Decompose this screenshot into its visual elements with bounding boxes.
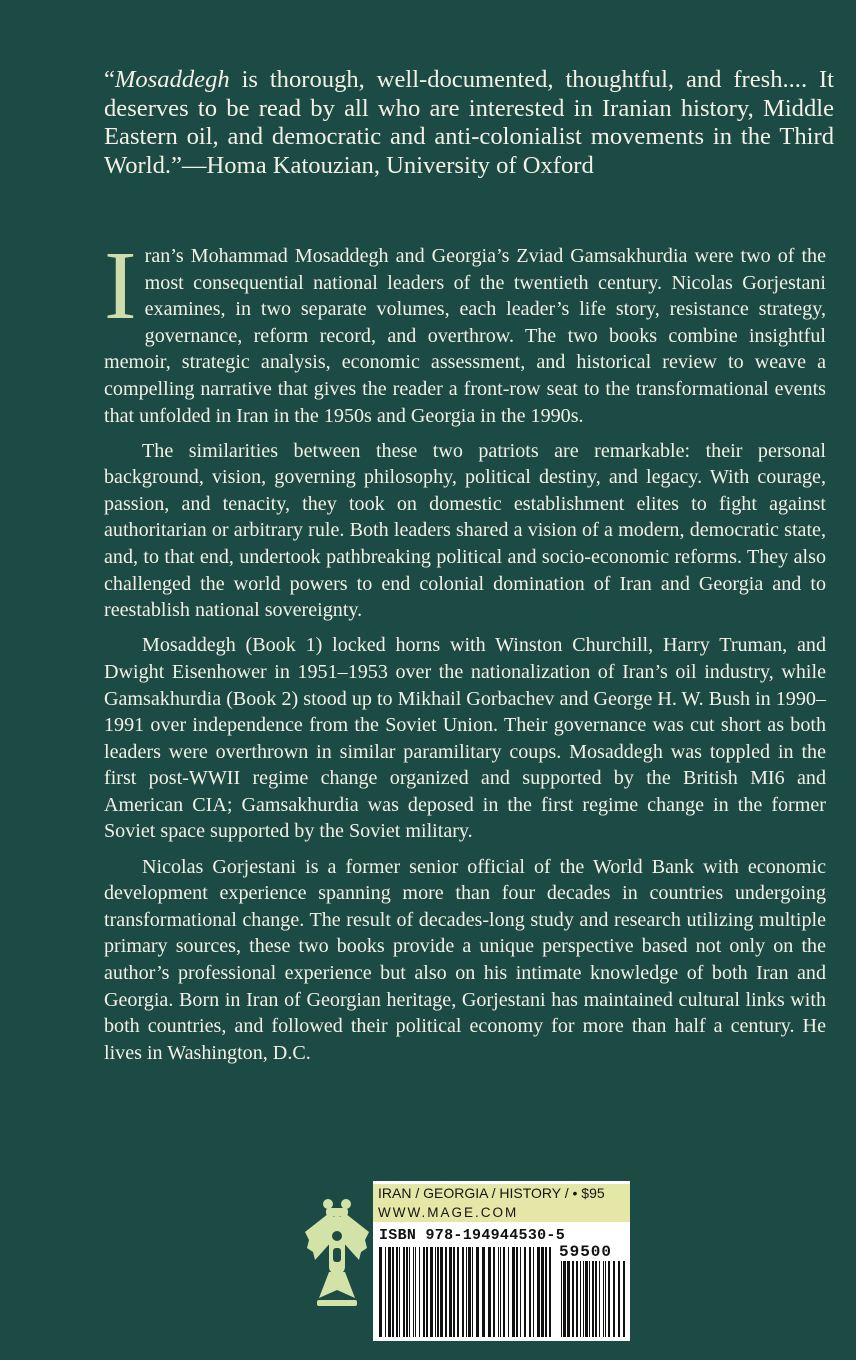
description <box>104 232 826 1075</box>
quote-text: is thorough, well-documented, thoughtful, and fresh.... It deserves to be read by all who are interested in Iranian history, Middle Eastern oil, and democratic and anti-colonialist movements in the Third World.”—Homa Katouzian, University of Oxford <box>104 66 834 179</box>
review-quote <box>104 66 834 180</box>
price-code: 59500 <box>559 1243 613 1261</box>
isbn-barcode <box>379 1247 551 1337</box>
quote-book-title: Mosaddegh <box>114 66 230 93</box>
paragraph-3: Mosaddegh (Book 1) locked horns with Winston Churchill, Harry Truman, and Dwight Eisenhower in 1951–1953 over the nationalization of Iran’s oil industry, while Gamsakhurdia (Book 2) stood up to Mikhail Gorbachev and George H. W. Bush in 1990–1991 over independence from the Soviet Union. Their governance was cut short as both leaders were overthrown in similar paramilitary coups. Mosaddegh was toppled in the first post-WWII regime change organized and supported by the British MI6 and American CIA; Gamsakhurdia was deposed in the first regime change in the former Soviet space supported by the Soviet military. <box>104 634 826 843</box>
isbn-number: ISBN 978-194944530-5 <box>379 1227 566 1244</box>
paragraph-2: The similarities between these two patriots are remarkable: their personal background, vision, governing philosophy, political destiny, and legacy. With courage, passion, and tenacity, they took on domestic establishment elites to fight against authoritarian or arbitrary rule. Both leaders shared a vision of a modern, democratic state, and, to that end, undertook pathbreaking political and socio-economic reforms. They also challenged the world powers to end colonial domination of Iran and Georgia and to reestablish national sovereignty. <box>104 439 826 622</box>
quote-open-mark: “ <box>104 66 115 93</box>
double-headed-eagle-icon <box>303 1196 371 1310</box>
price-barcode <box>561 1261 625 1337</box>
paragraph-4: Nicolas Gorjestani is a former senior official of the World Bank with economic development experience spanning more than four decades in countries undergoing transformational change. The result of decades-long study and research utilizing multiple primary sources, these two books provide a unique perspective based not only on the author’s professional experience but also on his intimate knowledge of both Iran and Georgia. Born in Iran of Georgian heritage, Gorjestani has maintained cultural links with both countries, and followed their political economy for more than half a century. He lives in Washington, D.C. <box>104 855 826 1064</box>
paragraph-1 <box>104 232 826 429</box>
paragraph-1-text: ran’s Mohammad Mosaddegh and Georgia’s Zviad Gamsakhurdia were two of the most consequential national leaders of the twentieth century. Nicolas Gorjestani examines, in two separate volumes, each leader’s life story, resistance strategy, governance, reform record, and overthrow. The two books combine insightful memoir, strategic analysis, economic assessment, and historical review to weave a compelling narrative that gives the reader a front-row seat to the transformational events that unfolded in Iran in the 1950s and Georgia in the 1990s. <box>104 245 826 427</box>
barcode-label <box>373 1181 630 1341</box>
category-price-line: IRAN / GEORGIA / HISTORY / • $95 <box>373 1184 630 1203</box>
drop-cap: I <box>104 232 137 340</box>
publisher-website: WWW.MAGE.COM <box>373 1203 630 1222</box>
